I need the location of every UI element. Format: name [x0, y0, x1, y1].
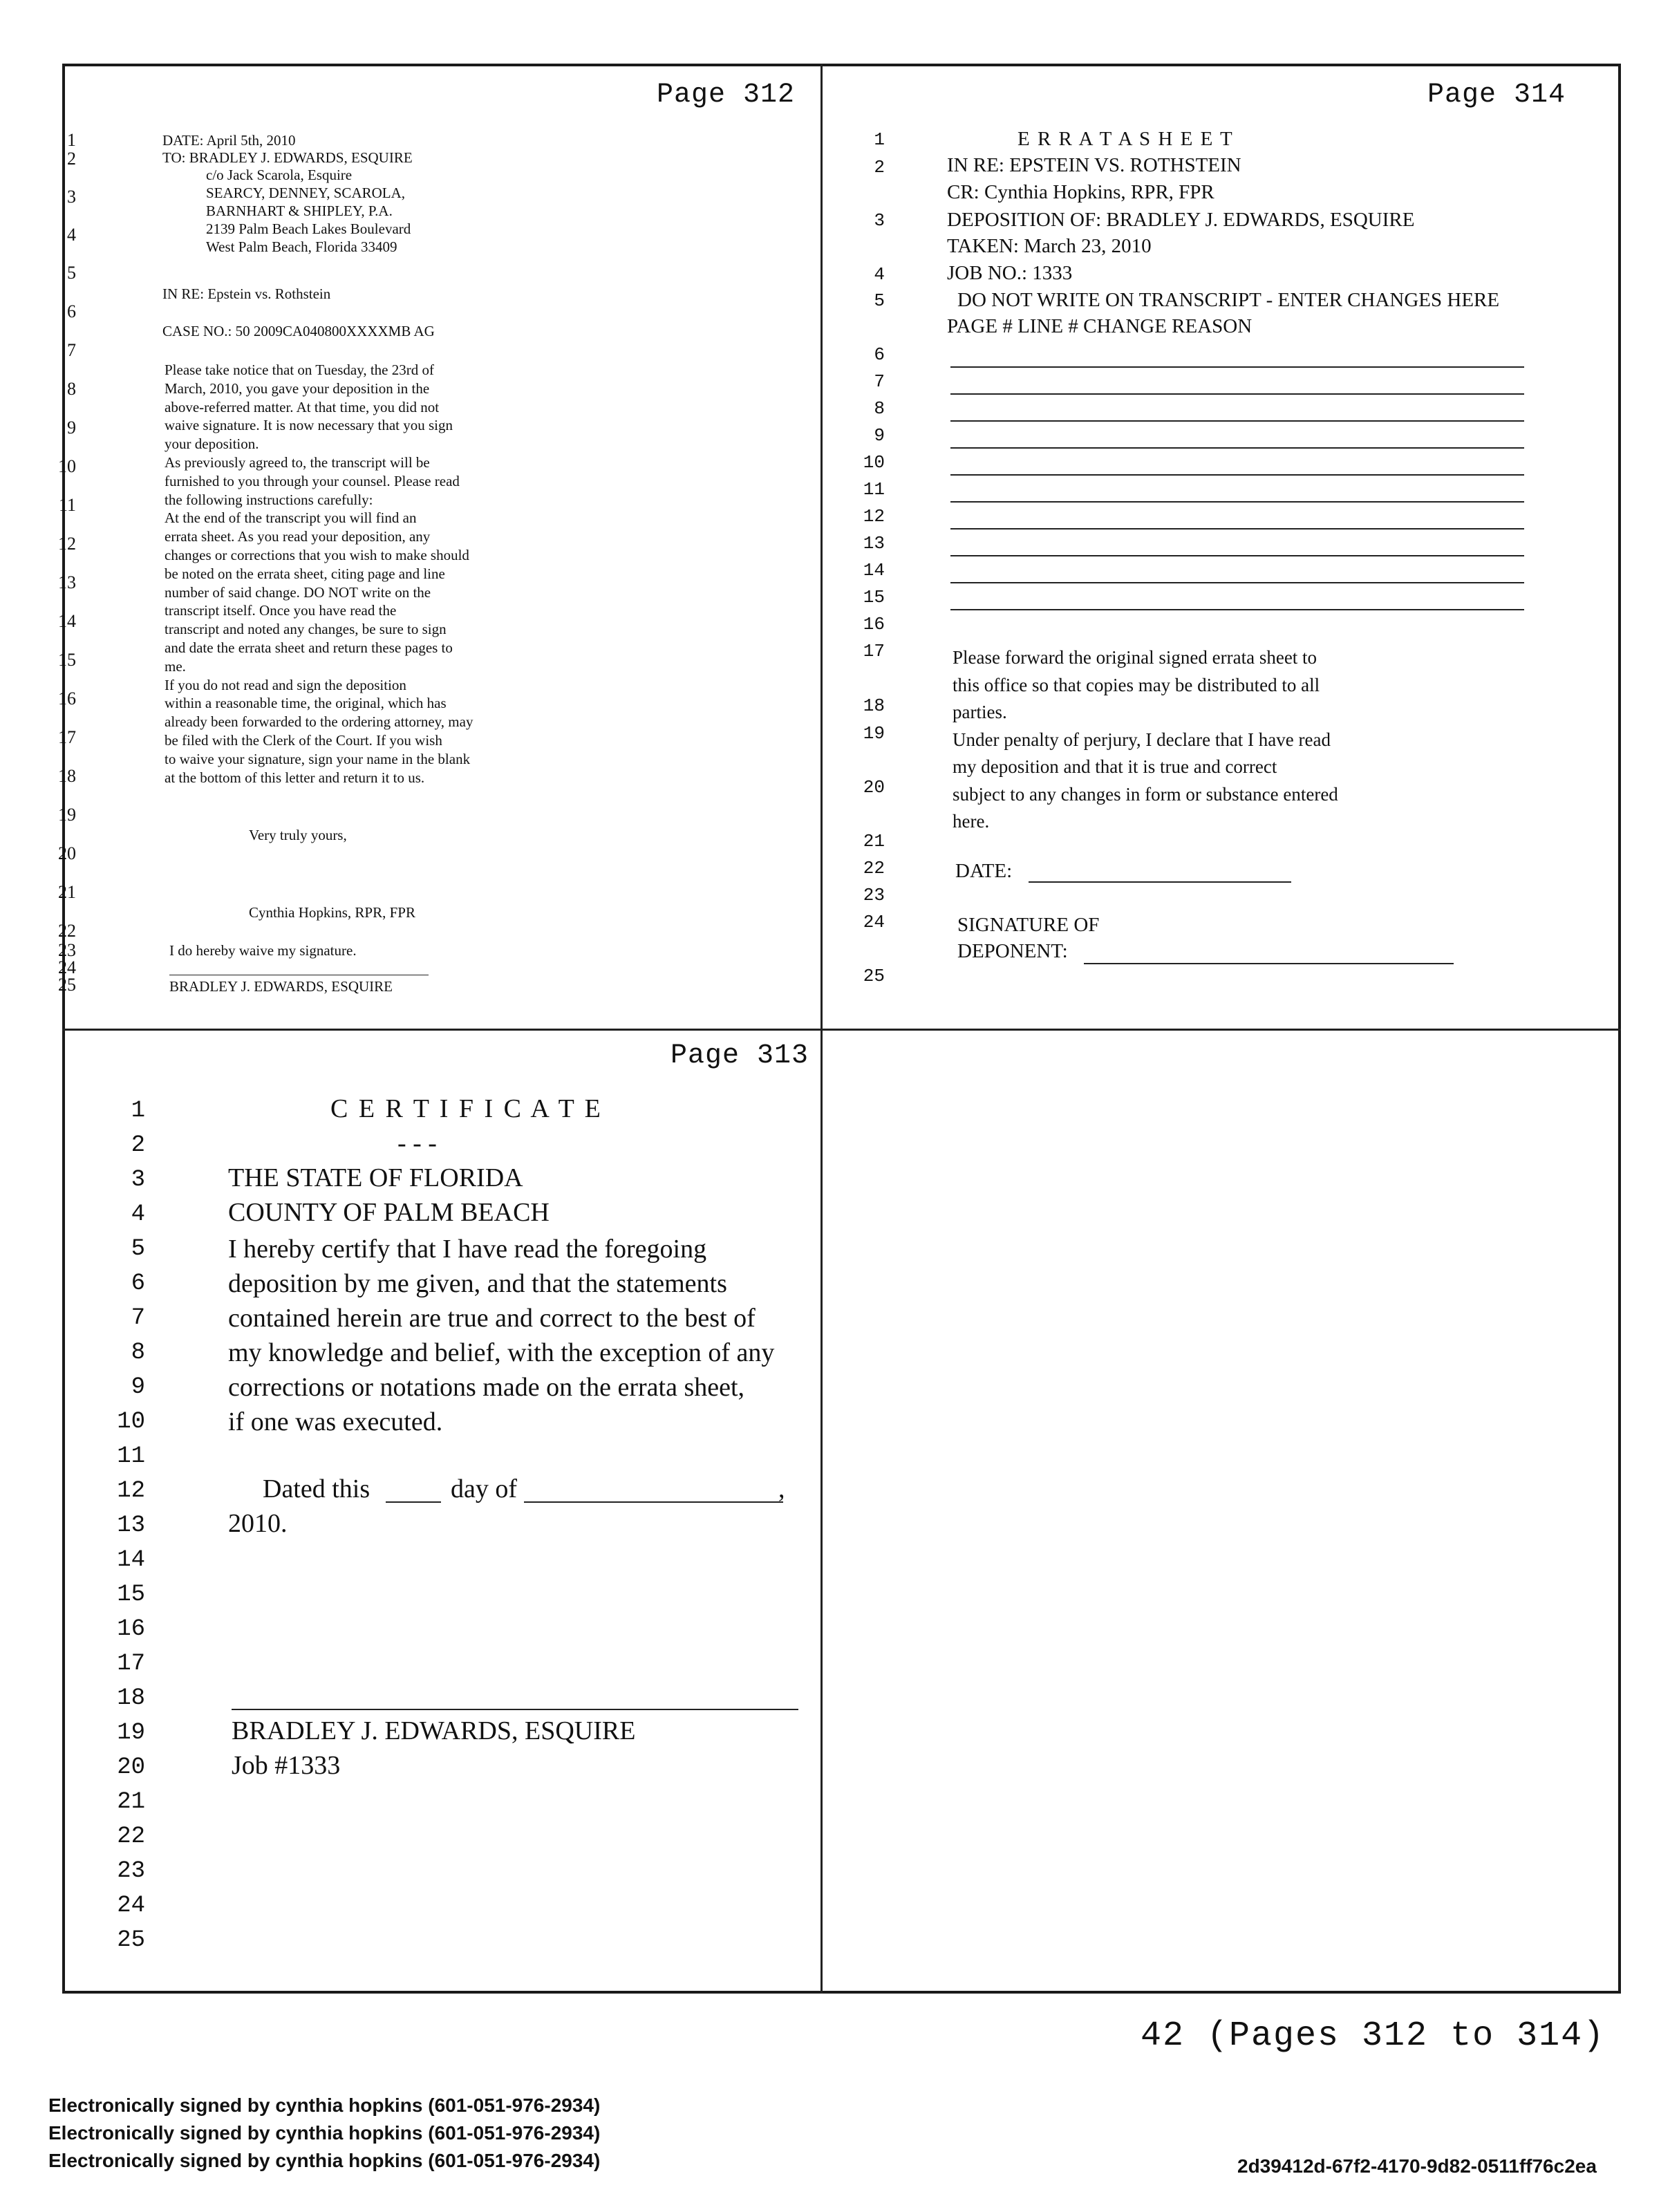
notice-line: If you do not read and sign the deposition [165, 676, 406, 693]
line-number: 9 [131, 1374, 145, 1400]
errata-title: E R R A T A S H E E T [1017, 128, 1234, 150]
address-line: 2139 Palm Beach Lakes Boulevard [206, 221, 411, 237]
errata-entry-line [950, 609, 1524, 610]
line-number: 10 [58, 456, 76, 476]
page-label: Page 313 [670, 1040, 809, 1071]
closing-line: Very truly yours, [249, 827, 347, 843]
certification-body [228, 1232, 774, 1439]
certification-line: corrections or notations made on the errata sheet, [228, 1373, 745, 1402]
line-number: 20 [58, 843, 76, 863]
notice-line: errata sheet. As you read your deposition, any [165, 528, 431, 545]
forward-line: parties. [953, 702, 1007, 722]
line-number: 6 [131, 1271, 145, 1297]
notice-line: March, 2010, you gave your deposition in the [165, 379, 430, 397]
line-number: 6 [67, 301, 76, 321]
line-number: 10 [863, 452, 885, 473]
line-number: 1 [67, 130, 76, 150]
errata-entry-line [950, 501, 1524, 503]
notice-line: the following instructions carefully: [165, 491, 373, 508]
errata-entry-line [950, 447, 1524, 449]
line-number: 11 [117, 1443, 145, 1470]
certification-line: if one was executed. [228, 1407, 443, 1436]
line-number: 22 [58, 921, 76, 941]
line-number: 25 [863, 966, 885, 986]
line-number: 25 [117, 1927, 145, 1953]
job-number-line: JOB NO.: 1333 [947, 262, 1073, 284]
line-number: 15 [58, 650, 76, 670]
certificate-dashes: - - - [397, 1129, 437, 1158]
line-number: 1 [874, 129, 885, 150]
waive-name: BRADLEY J. EDWARDS, ESQUIRE [169, 978, 393, 995]
line-number: 19 [117, 1720, 145, 1746]
line-number: 23 [117, 1858, 145, 1884]
line-number: 17 [863, 641, 885, 662]
certification-line: deposition by me given, and that the statements [228, 1269, 727, 1298]
line-number: 13 [117, 1512, 145, 1539]
notice-line: Please take notice that on Tuesday, the 23rd of [165, 362, 434, 378]
address-line: SEARCY, DENNEY, SCAROLA, [206, 185, 406, 201]
line-number: 4 [67, 225, 76, 245]
penalty-line: here. [953, 811, 990, 832]
line-number: 8 [131, 1340, 145, 1366]
line-number: 19 [863, 723, 885, 744]
dated-comma: , [778, 1474, 785, 1503]
line-number: 18 [58, 766, 76, 786]
line-number: 16 [863, 614, 885, 635]
month-blank [524, 1501, 783, 1503]
line-number: 7 [131, 1305, 145, 1331]
line-number: 2 [131, 1132, 145, 1159]
electronic-signature: Electronically signed by cynthia hopkins (601-051-976-2934) [48, 2094, 601, 2116]
line-number: 13 [58, 572, 76, 592]
penalty-line: Under penalty of perjury, I declare that I have read [953, 729, 1331, 750]
line-number: 12 [58, 534, 76, 554]
line-number: 5 [874, 290, 885, 311]
line-number: 5 [131, 1236, 145, 1262]
line-number: 5 [67, 263, 76, 283]
line-number: 18 [117, 1685, 145, 1712]
notice-line: number of said change. DO NOT write on the [165, 583, 431, 601]
waive-statement: I do hereby waive my signature. [169, 942, 357, 959]
line-number: 4 [131, 1201, 145, 1228]
line-number: 21 [117, 1789, 145, 1815]
day-blank [386, 1501, 441, 1503]
line-number: 12 [117, 1478, 145, 1504]
case-number: CASE NO.: 50 2009CA040800XXXXMB AG [162, 323, 435, 339]
line-number: 14 [58, 611, 76, 631]
errata-entry-line [950, 474, 1524, 476]
line-number: 21 [863, 831, 885, 852]
notice-line: and date the errata sheet and return these pages to [165, 639, 453, 656]
penalty-line: subject to any changes in form or substance entered [953, 783, 1338, 805]
notice-line: At the end of the transcript you will find an [165, 509, 417, 527]
in-re-line: IN RE: EPSTEIN VS. ROTHSTEIN [947, 154, 1241, 176]
line-number: 23 [58, 940, 76, 960]
line-number: 2 [67, 149, 76, 169]
year-line: 2010. [228, 1509, 288, 1538]
instruction-line: DO NOT WRITE ON TRANSCRIPT - ENTER CHANGES HERE [957, 289, 1500, 311]
notice-line: be noted on the errata sheet, citing page and line [165, 565, 445, 582]
date-line [1029, 881, 1291, 883]
line-number: 16 [58, 688, 76, 709]
notice-line: at the bottom of this letter and return it to us. [165, 769, 425, 786]
line-number: 14 [117, 1547, 145, 1573]
certificate-title: C E R T I F I C A T E [330, 1094, 603, 1123]
line-number: 19 [58, 805, 76, 825]
quadrant-divider-horizontal [62, 1029, 1621, 1031]
line-number: 24 [58, 957, 76, 977]
errata-entry-line [950, 420, 1524, 422]
line-number: 22 [863, 858, 885, 879]
errata-entry-line [950, 366, 1524, 368]
certification-line: I hereby certify that I have read the foregoing [228, 1235, 707, 1264]
penalty-line: my deposition and that it is true and correct [953, 756, 1277, 777]
line-number: 15 [117, 1582, 145, 1608]
errata-entry-line [950, 582, 1524, 583]
notice-line: above-referred matter. At that time, you did not [165, 398, 440, 415]
in-re-line: IN RE: Epstein vs. Rothstein [162, 285, 331, 302]
line-number: 20 [863, 777, 885, 798]
errata-entry-line [950, 393, 1524, 395]
errata-entry-line [950, 528, 1524, 529]
signer-name: Cynthia Hopkins, RPR, FPR [249, 904, 415, 921]
reporter-line: CR: Cynthia Hopkins, RPR, FPR [947, 181, 1214, 203]
forward-line: Please forward the original signed errata sheet to [953, 647, 1317, 668]
page-label: Page 314 [1427, 79, 1566, 111]
date-label: DATE: [955, 860, 1013, 882]
notice-body [165, 361, 473, 787]
line-number: 14 [863, 560, 885, 581]
day-of-label: day of [451, 1474, 518, 1503]
line-number: 2 [874, 157, 885, 178]
line-number: 22 [117, 1824, 145, 1850]
page-range-summary: 42 (Pages 312 to 314) [1141, 2016, 1606, 2056]
line-number: 17 [117, 1651, 145, 1677]
job-number: Job #1333 [232, 1751, 341, 1780]
line-number: 17 [58, 727, 76, 747]
notice-line: transcript itself. Once you have read the [165, 602, 397, 619]
line-number: 7 [874, 371, 885, 392]
address-block [206, 166, 411, 256]
line-number: 10 [117, 1409, 145, 1435]
taken-line: TAKEN: March 23, 2010 [947, 235, 1152, 257]
line-number: 15 [863, 587, 885, 608]
line-number: 3 [131, 1167, 145, 1193]
document-hash: 2d39412d-67f2-4170-9d82-0511ff76c2ea [1237, 2155, 1597, 2177]
signature-label: SIGNATURE OF [957, 914, 1100, 936]
notice-line: be filed with the Clerk of the Court. If you wish [165, 731, 442, 749]
line-number: 12 [863, 506, 885, 527]
notice-line: already been forwarded to the ordering attorney, may [165, 713, 473, 731]
date-line: DATE: April 5th, 2010 [162, 132, 296, 149]
line-number: 24 [117, 1893, 145, 1919]
notice-line: transcript and noted any changes, be sure to sign [165, 621, 447, 638]
county-line: COUNTY OF PALM BEACH [228, 1198, 550, 1227]
line-number: 11 [863, 479, 885, 500]
deposition-of-line: DEPOSITION OF: BRADLEY J. EDWARDS, ESQUIRE [947, 209, 1415, 231]
line-number: 7 [67, 340, 76, 360]
line-number: 1 [131, 1098, 145, 1124]
line-number: 23 [863, 885, 885, 906]
line-number: 21 [58, 882, 76, 902]
line-number: 16 [117, 1616, 145, 1642]
address-line: BARNHART & SHIPLEY, P.A. [206, 203, 393, 219]
notice-line: As previously agreed to, the transcript will be [165, 453, 430, 471]
notice-line: changes or corrections that you wish to make should [165, 546, 469, 563]
certification-line: contained herein are true and correct to the best of [228, 1304, 756, 1333]
notice-line: to waive your signature, sign your name in the blank [165, 750, 471, 767]
line-number: 24 [863, 912, 885, 932]
line-number: 13 [863, 533, 885, 554]
line-number: 3 [67, 187, 76, 207]
dated-label: Dated this [263, 1474, 370, 1503]
state-line: THE STATE OF FLORIDA [228, 1163, 523, 1192]
signature-line [232, 1709, 798, 1710]
notice-line: your deposition. [165, 435, 259, 453]
address-line: c/o Jack Scarola, Esquire [206, 167, 353, 183]
line-number: 9 [874, 425, 885, 446]
errata-entry-line [950, 555, 1524, 556]
line-number: 3 [874, 210, 885, 231]
forward-instructions [953, 644, 1338, 836]
electronic-signature: Electronically signed by cynthia hopkins (601-051-976-2934) [48, 2122, 601, 2144]
line-number: 9 [67, 418, 76, 438]
notice-line: furnished to you through your counsel. Please read [165, 472, 460, 489]
to-line: TO: BRADLEY J. EDWARDS, ESQUIRE [162, 149, 413, 166]
line-number: 8 [874, 398, 885, 419]
line-number: 11 [58, 495, 76, 515]
column-headers: PAGE # LINE # CHANGE REASON [947, 315, 1253, 337]
line-number: 4 [874, 264, 885, 285]
line-number: 25 [58, 975, 76, 995]
deponent-name: BRADLEY J. EDWARDS, ESQUIRE [232, 1716, 636, 1745]
forward-line: this office so that copies may be distributed to all [953, 674, 1320, 695]
address-line: West Palm Beach, Florida 33409 [206, 238, 397, 255]
line-number: 20 [117, 1754, 145, 1781]
deponent-signature-line [1084, 963, 1454, 964]
notice-line: waive signature. It is now necessary that you sign [165, 417, 453, 434]
notice-line: me. [165, 657, 186, 675]
notice-line: within a reasonable time, the original, which has [165, 695, 447, 712]
deponent-label: DEPONENT: [957, 940, 1068, 962]
certification-line: my knowledge and belief, with the exception of any [228, 1338, 775, 1367]
line-number: 8 [67, 379, 76, 399]
page-label: Page 312 [657, 79, 796, 111]
electronic-signature: Electronically signed by cynthia hopkins (601-051-976-2934) [48, 2150, 601, 2171]
line-number: 18 [863, 695, 885, 716]
line-number: 6 [874, 344, 885, 365]
